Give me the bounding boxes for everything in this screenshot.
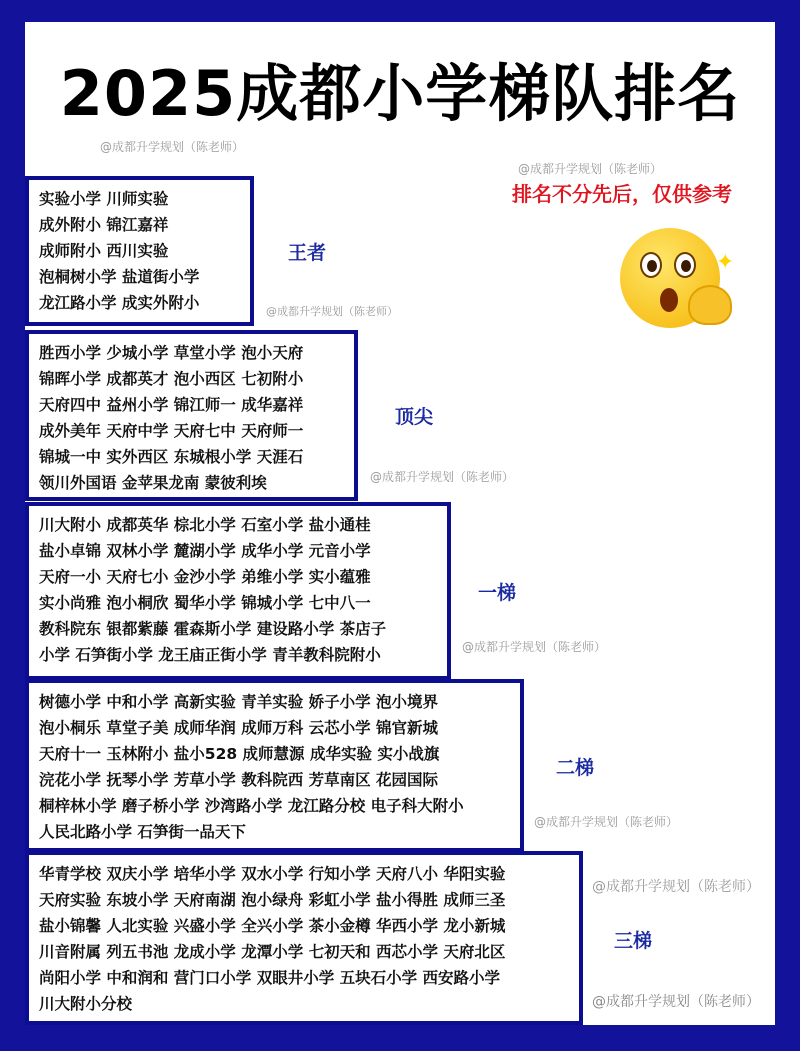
school-line: 天府实验 东坡小学 天府南湖 泡小绿舟 彩虹小学 盐小得胜 成师三圣 bbox=[39, 891, 506, 909]
school-line: 龙江路小学 成实外附小 bbox=[39, 294, 200, 312]
school-line: 川大附小分校 bbox=[39, 995, 133, 1013]
school-line: 锦城一中 实外西区 东城根小学 天涯石 bbox=[39, 448, 304, 466]
school-line: 胜西小学 少城小学 草堂小学 泡小天府 bbox=[39, 344, 304, 362]
school-line: 川大附小 成都英华 棕北小学 石室小学 盐小通桂 bbox=[39, 516, 371, 534]
school-line: 实小尚雅 泡小桐欣 蜀华小学 锦城小学 七中八一 bbox=[39, 594, 371, 612]
school-line: 桐梓林小学 磨子桥小学 沙湾路小学 龙江路分校 电子科大附小 bbox=[39, 797, 464, 815]
school-line: 成师附小 西川实验 bbox=[39, 242, 169, 260]
thumbs-up-icon bbox=[688, 285, 732, 325]
school-line: 天府十一 玉林附小 盐小528 成师慧源 成华实验 实小战旗 bbox=[39, 745, 440, 763]
tier-label: 一梯 bbox=[478, 582, 517, 604]
school-line: 泡小桐乐 草堂子美 成师华润 成师万科 云芯小学 锦官新城 bbox=[39, 719, 438, 737]
school-line: 天府一小 天府七小 金沙小学 弟维小学 实小蕴雅 bbox=[39, 568, 371, 586]
sparkle-icon: ✦ bbox=[716, 250, 735, 275]
school-line: 人民北路小学 石笋街一品天下 bbox=[39, 823, 246, 841]
school-line: 尚阳小学 中和润和 营门口小学 双眼井小学 五块石小学 西安路小学 bbox=[39, 969, 500, 987]
school-line: 小学 石笋街小学 龙王庙正街小学 青羊教科院附小 bbox=[39, 646, 381, 664]
school-line: 盐小锦馨 人北实验 兴盛小学 全兴小学 茶小金樽 华西小学 龙小新城 bbox=[39, 917, 506, 935]
school-line: 教科院东 银都紫藤 霍森斯小学 建设路小学 茶店子 bbox=[39, 620, 387, 638]
watermark: @成都升学规划（陈老师） bbox=[592, 994, 760, 1010]
school-line: 锦晖小学 成都英才 泡小西区 七初附小 bbox=[39, 370, 304, 388]
tier-label: 顶尖 bbox=[395, 406, 434, 428]
school-line: 川音附属 列五书池 龙成小学 龙潭小学 七初天和 西芯小学 天府北区 bbox=[39, 943, 506, 961]
watermark: @成都升学规划（陈老师） bbox=[518, 162, 663, 176]
school-line: 浣花小学 抚琴小学 芳草小学 教科院西 芳草南区 花园国际 bbox=[39, 771, 438, 789]
tier-box-erti bbox=[25, 679, 524, 852]
school-line: 树德小学 中和小学 高新实验 青羊实验 娇子小学 泡小境界 bbox=[39, 693, 438, 711]
school-line: 华青学校 双庆小学 培华小学 双水小学 行知小学 天府八小 华阳实验 bbox=[39, 865, 506, 883]
school-line: 泡桐树小学 盐道街小学 bbox=[39, 268, 200, 286]
watermark: @成都升学规划（陈老师） bbox=[462, 640, 607, 654]
school-line: 成外美年 天府中学 天府七中 天府师一 bbox=[39, 422, 304, 440]
school-line: 实验小学 川师实验 bbox=[39, 190, 169, 208]
disclaimer-note: 排名不分先后，仅供参考 bbox=[512, 182, 732, 206]
watermark: @成都升学规划（陈老师） bbox=[100, 140, 245, 154]
school-line: 天府四中 益州小学 锦江师一 成华嘉祥 bbox=[39, 396, 304, 414]
tier-box-dingjian bbox=[25, 330, 358, 501]
tier-box-santi bbox=[25, 851, 583, 1025]
tier-box-wangzhe bbox=[25, 176, 254, 326]
school-line: 成外附小 锦江嘉祥 bbox=[39, 216, 169, 234]
tier-box-yiti bbox=[25, 502, 451, 680]
watermark: @成都升学规划（陈老师） bbox=[534, 815, 679, 829]
watermark: @成都升学规划（陈老师） bbox=[370, 470, 515, 484]
school-line: 领川外国语 金苹果龙南 蒙彼利埃 bbox=[39, 474, 267, 492]
watermark: @成都升学规划（陈老师） bbox=[266, 305, 398, 318]
watermark: @成都升学规划（陈老师） bbox=[592, 879, 760, 895]
page-title: 2025成都小学梯队排名 bbox=[59, 57, 741, 130]
tier-label: 三梯 bbox=[614, 930, 653, 952]
tier-label: 王者 bbox=[288, 242, 327, 264]
school-line: 盐小卓锦 双林小学 麓湖小学 成华小学 元音小学 bbox=[39, 542, 371, 560]
tier-label: 二梯 bbox=[556, 757, 595, 779]
